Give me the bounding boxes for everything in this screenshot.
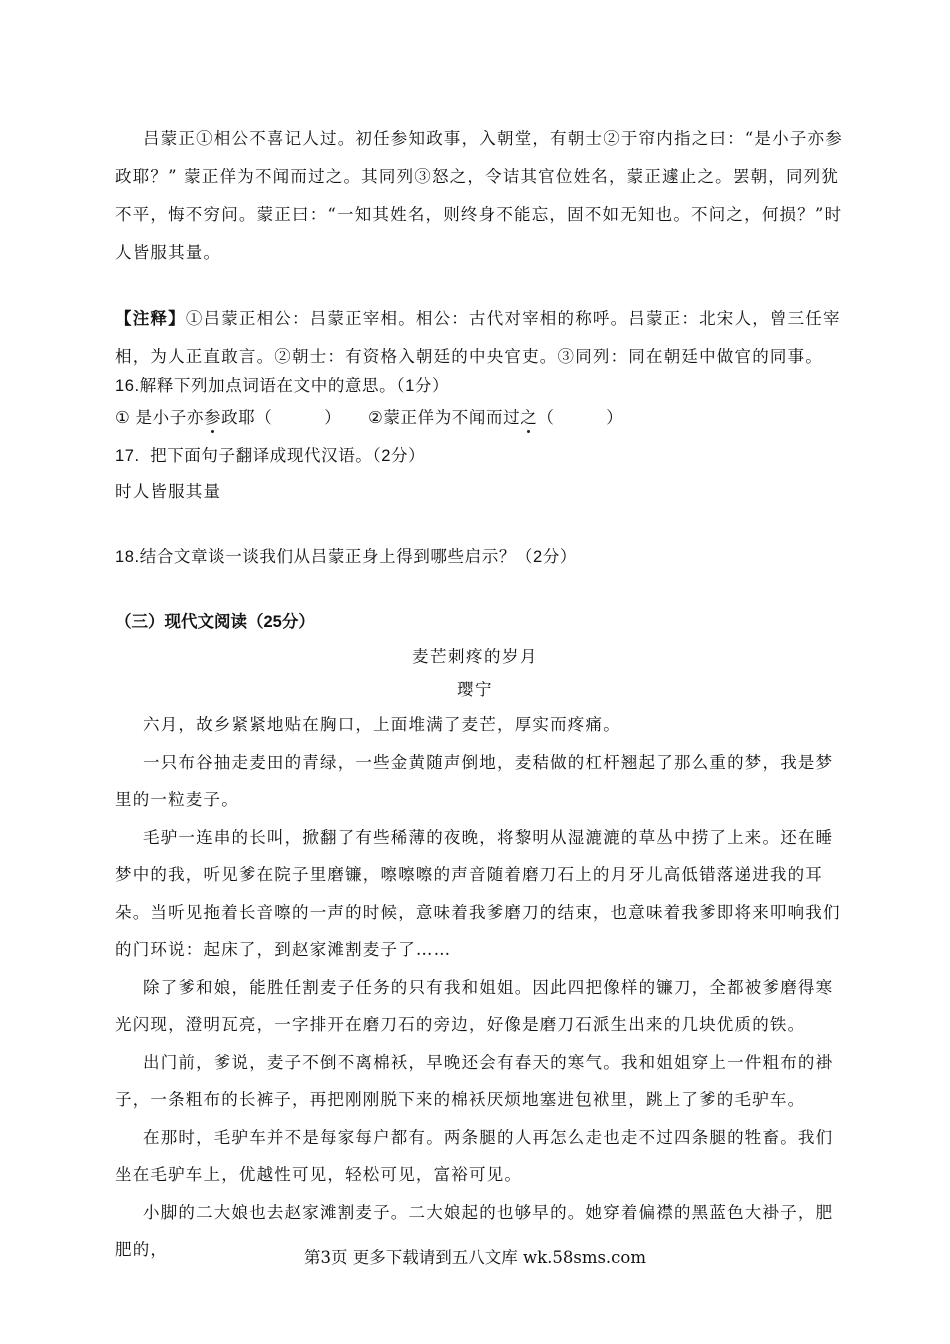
question-16: 16.解释下列加点词语在文中的意思。（1分） (115, 377, 450, 395)
question-17-sentence: 时人皆服其量 (115, 482, 222, 501)
section-heading: （三）现代文阅读（25分） (115, 613, 315, 631)
page-footer: 第3页 更多下载请到五八文库 wk.58sms.com (304, 1248, 646, 1267)
notes-text: ①吕蒙正相公：吕蒙正宰相。相公：古代对宰相的称呼。吕蒙正：北宋人，曾三任宰相，为人正直敢言。②朝士：有资格入朝廷的中央官吏。③同列：同在朝廷中做官的同事。 (115, 309, 841, 366)
question-16-item-1: ① 是小子亦参政耶（ ） (115, 409, 342, 427)
modern-paragraph: 在那时，毛驴车并不是每家每户都有。两条腿的人再怎么走也走不过四条腿的牲畜。我们坐在毛驴车上，优越性可见，轻松可见，富裕可见。 (115, 1127, 834, 1184)
classical-passage (115, 120, 845, 272)
emphasis-dot-word: 参 (203, 409, 222, 427)
article-title: 麦芒刺疼的岁月 (412, 647, 538, 666)
modern-passage (115, 706, 845, 1269)
question-16-item-2: ②蒙正佯为不闻而过之（ ） (368, 409, 624, 427)
classical-paragraph: 吕蒙正①相公不喜记人过。初任参知政事，入朝堂，有朝士②于帘内指之曰：“是小子亦参政耶？” 蒙正佯为不闻而过之。其同列③怒之，令诘其官位姓名，蒙正遽止之。罢朝，同列犹不平，悔不穷问。蒙正曰：“一知其姓名，则终身不能忘，固不如无知也。不问之，何损？”时人皆服其量。 (115, 129, 843, 262)
notes-paragraph (115, 300, 845, 376)
modern-paragraph: 六月，故乡紧紧地贴在胸口，上面堆满了麦芒，厚实而疼痛。 (143, 715, 621, 734)
annotation-notes (115, 300, 845, 376)
modern-paragraph: 出门前，爹说，麦子不倒不离棉袄，早晚还会有春天的寒气。我和姐姐穿上一件粗布的褂子，一条粗布的长裤子，再把刚刚脱下来的棉袄厌烦地塞进包袱里，跳上了爹的毛驴车。 (115, 1052, 834, 1109)
article-author: 璎宁 (457, 680, 493, 699)
question-17: 17. 把下面句子翻译成现代汉语。（2分） (115, 447, 426, 465)
question-16-items (115, 404, 845, 428)
modern-paragraph: 毛驴一连串的长叫，掀翻了有些稀薄的夜晚，将黎明从湿漉漉的草丛中捞了上来。还在睡梦中的我，听见爹在院子里磨镰，嚓嚓嚓的声音随着磨刀石上的月牙儿高低错落递进我的耳朵。当听见拖着长音嚓的一声的时候，意味着我爹磨刀的结束，也意味着我爹即将来叩响我们的门环说：起床了，到赵家滩割麦子了…… (115, 827, 841, 959)
question-18: 18.结合文章谈一谈我们从吕蒙正身上得到哪些启示？（2分） (115, 548, 578, 566)
notes-label: 【注释】 (115, 310, 186, 328)
modern-paragraph: 一只布谷抽走麦田的青绿，一些金黄随声倒地，麦秸做的杠杆翘起了那么重的梦，我是梦里的一粒麦子。 (115, 752, 834, 809)
emphasis-dot-word: 之 (520, 409, 538, 427)
modern-paragraph: 除了爹和娘，能胜任割麦子任务的只有我和姐姐。因此四把像样的镰刀，全都被爹磨得寒光闪现，澄明瓦亮，一字排开在磨刀石的旁边，好像是磨刀石派生出来的几块优质的铁。 (115, 977, 834, 1034)
modern-paragraph: 小脚的二大娘也去赵家滩割麦子。二大娘起的也够早的。她穿着偏襟的黑蓝色大褂子，肥肥的， (115, 1202, 834, 1259)
